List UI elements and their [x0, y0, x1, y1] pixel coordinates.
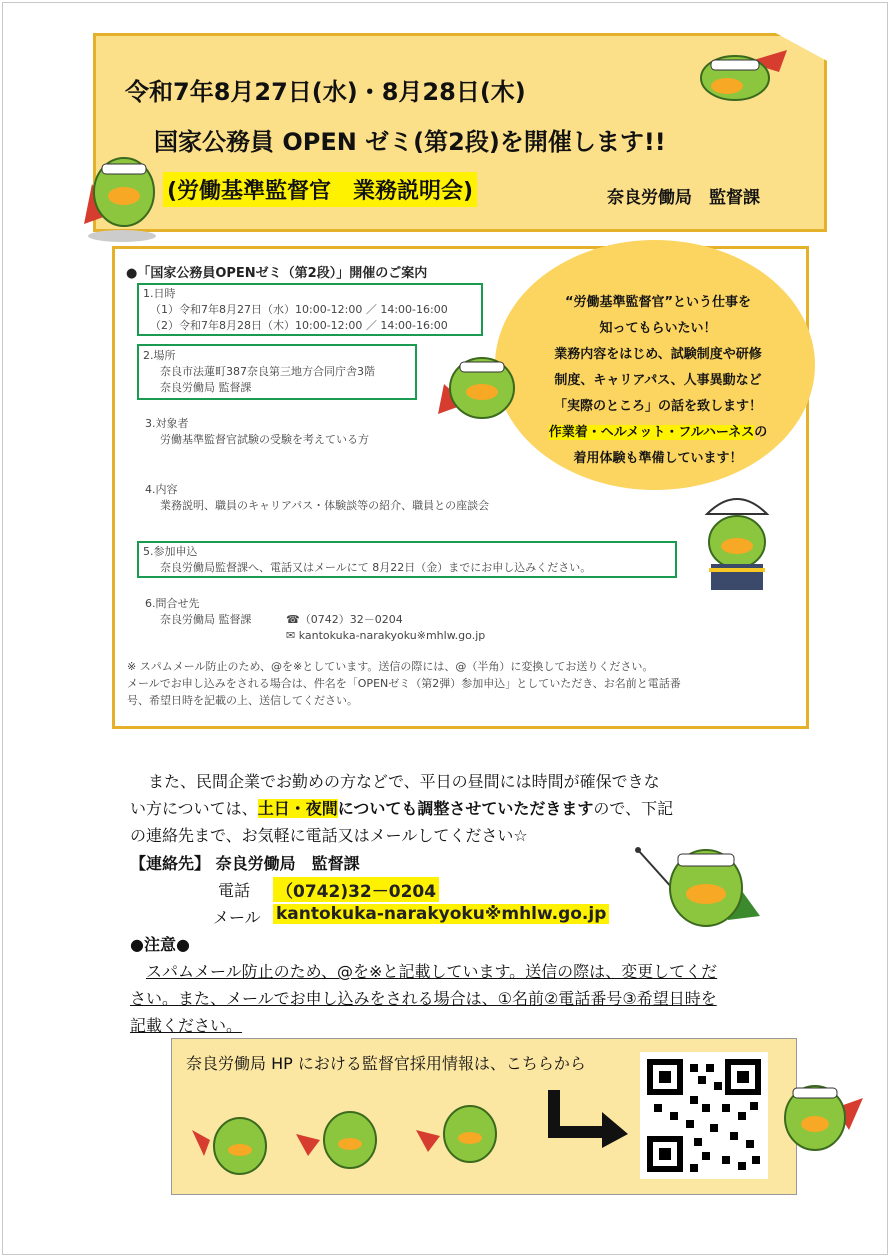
- spam-note-2: メールでお申し込みをされる場合は、件名を「OPENゼミ（第2弾）参加申込」としていただき、お名前と電話番: [127, 677, 681, 690]
- qr-code[interactable]: [640, 1052, 768, 1179]
- info-heading: ●「国家公務員OPENゼミ（第2段）」開催のご案内: [126, 266, 428, 281]
- event-title: 国家公務員 OPEN ゼミ(第2段)を開催します!!: [154, 128, 666, 156]
- bubble-text: [540, 290, 776, 472]
- mail-value[interactable]: kantokuka-narakyoku※mhlw.go.jp: [273, 904, 609, 924]
- date-2: （2）令和7年8月28日（木）10:00-12:00 ／ 14:00-16:00: [150, 319, 448, 332]
- caution-heading: ●注意●: [130, 935, 190, 954]
- place-address: 奈良市法蓮町387奈良第三地方合同庁舎3階: [160, 365, 375, 378]
- contact-label: 6.問合せ先: [145, 597, 200, 610]
- mascot-helmet-icon: [697, 484, 777, 600]
- bubble-line-3: 業務内容をはじめ、試験制度や研修: [554, 347, 762, 362]
- contact-heading: 【連絡先】 奈良労働局 監督課: [130, 854, 360, 873]
- mascot-thinking-icon: [436, 344, 526, 424]
- organizer-label: 奈良労働局 監督課: [607, 188, 760, 208]
- content-label: 4.内容: [145, 483, 178, 496]
- place-office: 奈良労働局 監督課: [160, 381, 252, 394]
- qr-code-icon: [640, 1052, 768, 1179]
- content-text: 業務説明、職員のキャリアパス・体験談等の紹介、職員との座談会: [160, 499, 490, 512]
- contact-mail: ✉ kantokuka-narakyoku※mhlw.go.jp: [286, 629, 486, 642]
- contact-tel: ☎（0742）32－0204: [286, 613, 403, 626]
- mail-label: メール: [213, 908, 261, 927]
- place-label: 2.場所: [143, 349, 176, 362]
- mascot-flying-icon: [697, 42, 793, 108]
- tel-label: 電話: [218, 881, 251, 900]
- bubble-highlight-title: “労働基準監督官”: [564, 295, 674, 310]
- target-label: 3.対象者: [145, 417, 189, 430]
- body-line-2b: についても調整させていただきます: [337, 799, 594, 818]
- body-highlight-weekend: 土日・夜間: [257, 799, 338, 818]
- qr-caption: 奈良労働局 HP における監督官採用情報は、こちらから: [186, 1054, 586, 1073]
- bubble-line-6b: の: [754, 425, 768, 440]
- spam-note-1: ※ スパムメール防止のため、@を※としています。送信の際には、@（半角）に変換してお送りください。: [127, 660, 654, 673]
- bubble-line-6: 作業着・ヘルメット・フルハーネス: [548, 425, 755, 440]
- mascot-pointing-icon: [634, 830, 764, 940]
- event-date: 令和7年8月27日(水)・8月28日(木): [125, 78, 526, 106]
- date-1: （1）令和7年8月27日（水）10:00-12:00 ／ 14:00-16:00: [150, 303, 448, 316]
- body-line-2c: ので、下記: [593, 799, 674, 818]
- event-subtitle: (労働基準監督官 業務説明会): [163, 172, 477, 207]
- body-line-3: の連絡先まで、お気軽に電話又はメールしてください☆: [130, 826, 528, 845]
- apply-label: 5.参加申込: [143, 545, 198, 558]
- date-label: 1.日時: [143, 287, 176, 300]
- body-line-2: [130, 795, 673, 822]
- bubble-line-4: 制度、キャリアパス、人事異動など: [554, 373, 762, 388]
- body-line-2a: い方については、: [130, 799, 258, 818]
- target-text: 労働基準監督官試験の受験を考えている方: [160, 433, 369, 446]
- caution-line-3: 記載ください。: [130, 1016, 243, 1035]
- caution-line-1: スパムメール防止のため、@を※と記載しています。送信の際は、変更してくだ: [146, 962, 718, 981]
- mascot-running-row-icon: [190, 1100, 520, 1190]
- bubble-line-7: 着用体験も準備しています！: [573, 451, 743, 466]
- contact-org: 奈良労働局 監督課: [160, 613, 252, 626]
- arrow-right-icon: [540, 1088, 630, 1150]
- mascot-standing-icon: [82, 144, 162, 244]
- apply-text: 奈良労働局監督課へ、電話又はメールにて 8月22日（金）までにお申し込みください。: [160, 561, 592, 574]
- bubble-line-2: 知ってもらいたい！: [599, 321, 717, 336]
- caution-line-2: さい。また、メールでお申し込みをされる場合は、①名前②電話番号③希望日時を: [130, 989, 717, 1008]
- bubble-line-1b: という仕事を: [673, 295, 752, 310]
- bubble-line-5: 「実際のところ」の話を致します！: [553, 399, 762, 414]
- spam-note-3: 号、希望日時を記載の上、送信してください。: [127, 694, 358, 707]
- mascot-waving-icon: [775, 1068, 865, 1158]
- body-line-1: また、民間企業でお勤めの方などで、平日の昼間には時間が確保できな: [148, 772, 660, 791]
- tel-value[interactable]: （0742)32－0204: [273, 877, 439, 902]
